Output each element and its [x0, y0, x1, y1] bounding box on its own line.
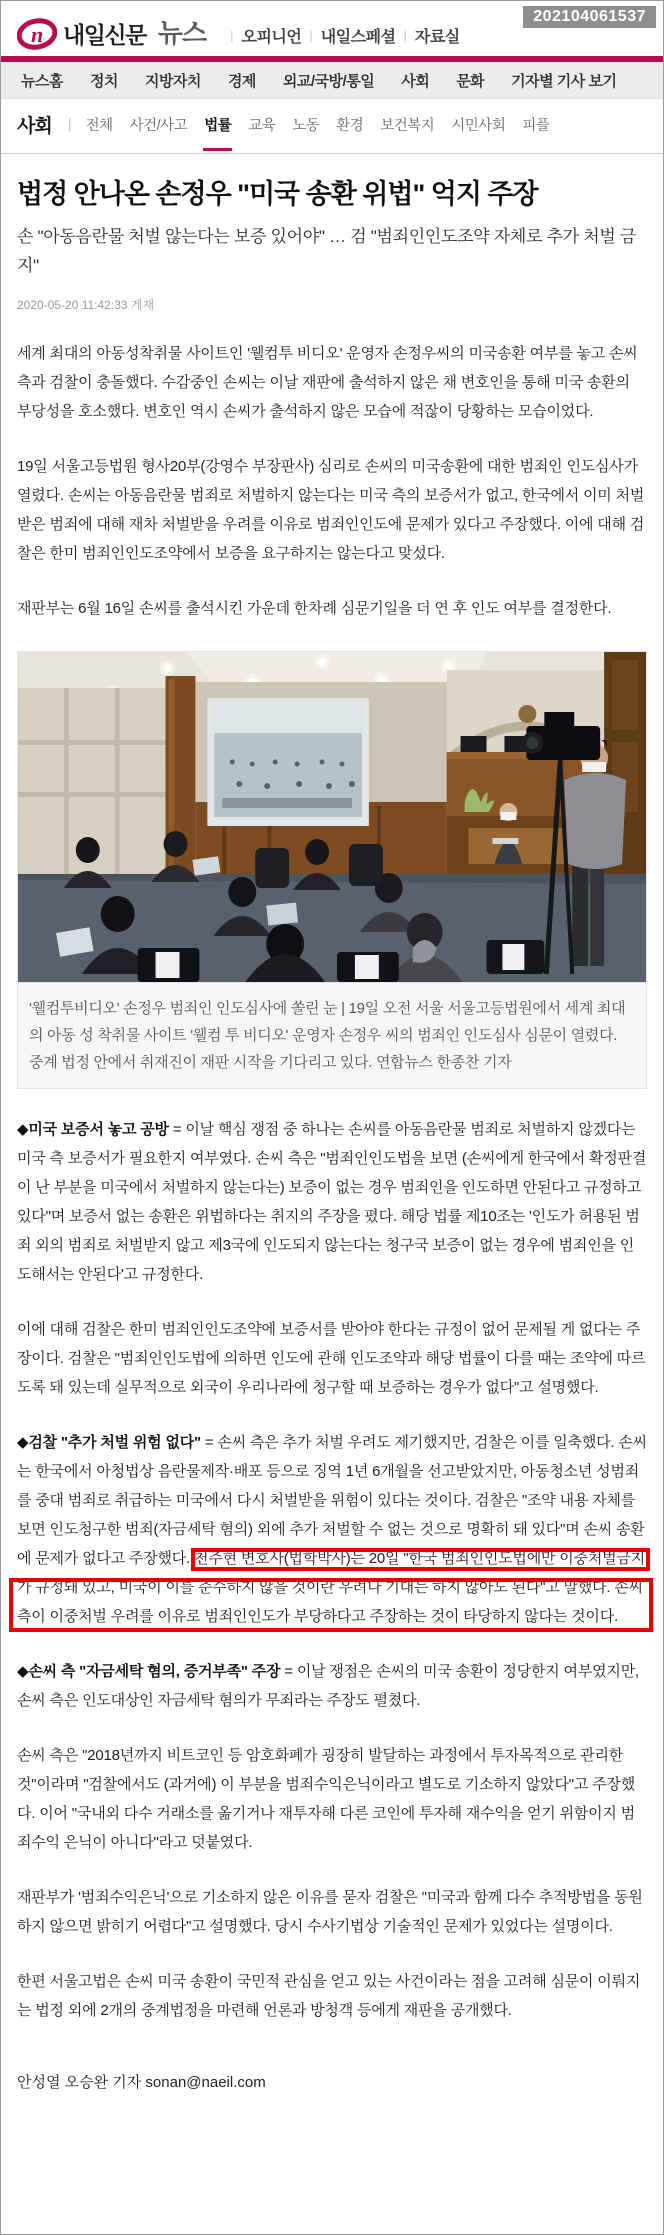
header-link-0[interactable]: 오피니언: [241, 29, 302, 46]
subnav-divider: |: [67, 116, 72, 133]
header-links: [222, 24, 460, 50]
article-subtitle: 손 "아동음란물 처벌 않는다는 보증 있어야" … 검 "범죄인인도조약 자체로 추가 처벌 금지": [17, 227, 637, 275]
header-link-separator: |: [230, 28, 234, 43]
subnav-items: [86, 114, 567, 135]
nav-item-1[interactable]: 정치: [89, 73, 118, 90]
subnav-item-6[interactable]: 보건복지: [380, 118, 435, 134]
nav-item-3[interactable]: 경제: [227, 73, 256, 90]
article-paragraph: 손씨 측은 "2018년까지 비트코인 등 암호화폐가 굉장히 발달하는 과정에서 투자목적으로 관리한 것"이라며 "검찰에서도 (과거에) 이 부분을 범죄수익은닉이라고 별도로 기소하지 않았다"고 주장했다. 이어 "국내외 다수 거래소를 옮기거나 재투자해 다른 코인에 투자해 재수익을 얻기 위함이지 범죄수익 은닉이 아니다"라고 덧붙였다.: [17, 1747, 635, 1851]
header-link-1[interactable]: 내일스페셜: [320, 29, 396, 46]
nav-item-0[interactable]: 뉴스홈: [21, 73, 63, 90]
subnav-item-1[interactable]: 사건/사고: [129, 118, 188, 134]
header-link-separator: |: [309, 28, 313, 43]
subnav-item-5[interactable]: 환경: [336, 118, 364, 134]
article-paragraph: 재판부는 6월 16일 손씨를 출석시킨 가운데 한차례 심문기일을 더 연 후 인도 여부를 결정한다.: [17, 600, 612, 617]
article-title: 법정 안나온 손정우 "미국 송환 위법" 억지 주장: [17, 179, 538, 209]
timestamp-badge: 202104061537: [523, 6, 656, 28]
paragraph-lead: ◆미국 보증서 놓고 공방: [17, 1121, 173, 1138]
article-figure: [17, 651, 647, 1089]
photo-caption: '웰컴투비디오' 손정우 범죄인 인도심사에 쏠린 눈 | 19일 오전 서울 서울고등법원에서 세계 최대의 아동 성 착취물 사이트 '웰컴 투 비디오' 운영자 손정우 씨의 범죄인 인도심사 심문이 열렸다. 중계 법정 안에서 취재진이 재판 시작을 기다리고 있다. 연합뉴스 한종찬 기자: [18, 982, 646, 1088]
article: [1, 176, 663, 2122]
article-paragraph: 이에 대해 검찰은 한미 범죄인인도조약에 보증서를 받아야 한다는 규정이 없어 문제될 게 없다는 주장이다. 검찰은 "범죄인인도법에 의하면 인도에 관해 인도조약과 해당 법률이 다를 때는 조약에 따르도록 돼 있는데 실무적으로 외국이 우리나라에 청구할 때 보증하는 경우가 없다"고 설명했다.: [17, 1321, 646, 1396]
subnav-item-2[interactable]: 법률: [204, 118, 232, 134]
subnav-item-3[interactable]: 교육: [248, 118, 276, 134]
brand-name[interactable]: 내일신문: [63, 22, 146, 48]
naeil-logo-icon[interactable]: [17, 18, 57, 50]
nav-item-7[interactable]: 기자별 기사 보기: [511, 73, 617, 90]
logo-ellipse-n: [17, 18, 57, 50]
site-section-news[interactable]: 뉴스: [157, 18, 207, 48]
article-paragraph: 세계 최대의 아동성착취물 사이트인 '웰컴투 비디오' 운영자 손정우씨의 미국송환 여부를 놓고 손씨 측과 검찰이 충돌했다. 수감중인 손씨는 이날 재판에 출석하지 않은 채 변호인을 통해 미국 송환의 부당성을 호소했다. 변호인 역시 손씨가 출석하지 않은 모습에 적잖이 당황하는 모습이었다.: [17, 345, 638, 420]
svg-text:n: n: [31, 22, 44, 47]
site-header: [1, 1, 663, 56]
paragraph-lead: ◆검찰 "추가 처벌 위험 없다": [17, 1434, 205, 1451]
article-paragraph: 재판부가 '범죄수익은닉'으로 기소하지 않은 이유를 묻자 검찰은 "미국과 함께 다수 추적방법을 동원하지 않으면 밝히기 어렵다"고 설명했다. 당시 수사기법상 기술적인 문제가 있었다는 설명이다.: [17, 1889, 643, 1935]
nav-item-2[interactable]: 지방자치: [144, 73, 201, 90]
article-date: 2020-05-20 11:42:33 게재: [17, 298, 155, 312]
article-paragraph: ◆미국 보증서 놓고 공방 = 이날 핵심 쟁점 중 하나는 손씨를 아동음란물 범죄로 처벌하지 않겠다는 미국 측 보증서가 필요한지 여부였다. 손씨 측은 "범죄인인도법을 보면 (손씨에게 한국에서 확정판결이 난 부분을 미국에서 처벌하지 않는다는) 보증이 없는 경우 범죄인을 인도하면 안된다고 규정하고 있다"며 보증서 없는 송환은 위법하다는 취지의 주장을 폈다. 해당 법률 제10조는 '인도가 허용된 범죄 외의 범죄로 처벌받지 않고 제3국에 인도되지 않는다는 청구국 보증이 없는 경우에 범죄인을 인도해서는 안된다'고 규정한다.: [17, 1121, 647, 1283]
article-paragraph: 한편 서울고법은 손씨 미국 송환이 국민적 관심을 얻고 있는 사건이라는 점을 고려해 심문이 이뤄지는 법정 외에 2개의 중계법정을 마련해 언론과 방청객 등에게 재판을 공개했다.: [17, 1973, 641, 2019]
nav-item-4[interactable]: 외교/국방/통일: [282, 73, 375, 90]
subnav-item-4[interactable]: 노동: [292, 118, 320, 134]
reporter-byline: 안성열 오승완 기자 sonan@naeil.com: [17, 2074, 266, 2091]
nav-item-5[interactable]: 사회: [401, 73, 430, 90]
paragraphs-before-photo: [17, 339, 647, 623]
subnav-section-title[interactable]: 사회: [17, 116, 52, 137]
sub-nav: [1, 99, 663, 154]
subnav-item-0[interactable]: 전체: [85, 118, 113, 134]
header-link-2[interactable]: 자료실: [414, 29, 460, 46]
main-nav: [1, 62, 663, 99]
subnav-item-7[interactable]: 시민사회: [451, 118, 506, 134]
courtroom-photo: [18, 652, 646, 982]
subnav-item-8[interactable]: 피플: [522, 118, 550, 134]
header-link-separator: |: [403, 28, 407, 43]
highlighted-text: 천주현 변호사(법학박사)는 20일 "한국 범죄인인도법에만 이중처벌금지가 규정돼 있고, 미국이 이를 준수하지 않을 것이란 우려나 기대는 하지 않아도 된다"고 말했다. 손씨 측이 이중처벌 우려를 이유로 범죄인인도가 부당하다고 주장하는 것이 타당하지 않다는 것이다.: [17, 1550, 645, 1625]
paragraphs-after-photo: [17, 1115, 647, 2025]
nav-item-6[interactable]: 문화: [456, 73, 485, 90]
article-paragraph: ◆손씨 측 "자금세탁 혐의, 증거부족" 주장 = 이날 쟁점은 손씨의 미국 송환이 정당한지 여부였지만, 손씨 측은 인도대상인 자금세탁 혐의가 무죄라는 주장도 펼쳤다.: [17, 1663, 639, 1709]
article-paragraph: ◆검찰 "추가 처벌 위험 없다" = 손씨 측은 추가 처벌 우려도 제기했지만, 검찰은 이를 일축했다. 손씨는 한국에서 아청법상 음란물제작·배포 등으로 징역 1년 6개월을 선고받았지만, 아동청소년 성범죄를 중대 범죄로 취급하는 미국에서 다시 처벌받을 위험이 있다는 것이다. 검찰은 "조약 내용 자체를 보면 인도청구한 범죄(자금세탁 혐의) 외에 추가 처벌할 수 없는 것으로 명확히 돼 있다"며 손씨 송환에 문제가 없다고 주장했다. 천주현 변호사(법학박사)는 20일 "한국 범죄인인도법에만 이중처벌금지가 규정돼 있고, 미국이 이를 준수하지 않을 것이란 우려나 기대는 하지 않아도 된다"고 말했다. 손씨 측이 이중처벌 우려를 이유로 범죄인인도가 부당하다고 주장하는 것이 타당하지 않다는 것이다.: [17, 1434, 647, 1625]
article-body: [17, 339, 647, 2025]
article-paragraph: 19일 서울고등법원 형사20부(강영수 부장판사) 심리로 손씨의 미국송환에 대한 범죄인 인도심사가 열렸다. 손씨는 아동음란물 범죄로 처벌하지 않는다는 미국 측의 보증서가 없고, 한국에서 이미 처벌받은 범죄에 대해 재차 처벌받을 우려를 이유로 범죄인인도에 문제가 있다고 주장했다. 이에 대해 검찰은 한미 범죄인인도조약에서 보증을 요구하지는 않는다고 맞섰다.: [17, 458, 645, 562]
paragraph-lead: ◆손씨 측 "자금세탁 혐의, 증거부족" 주장: [17, 1663, 285, 1680]
